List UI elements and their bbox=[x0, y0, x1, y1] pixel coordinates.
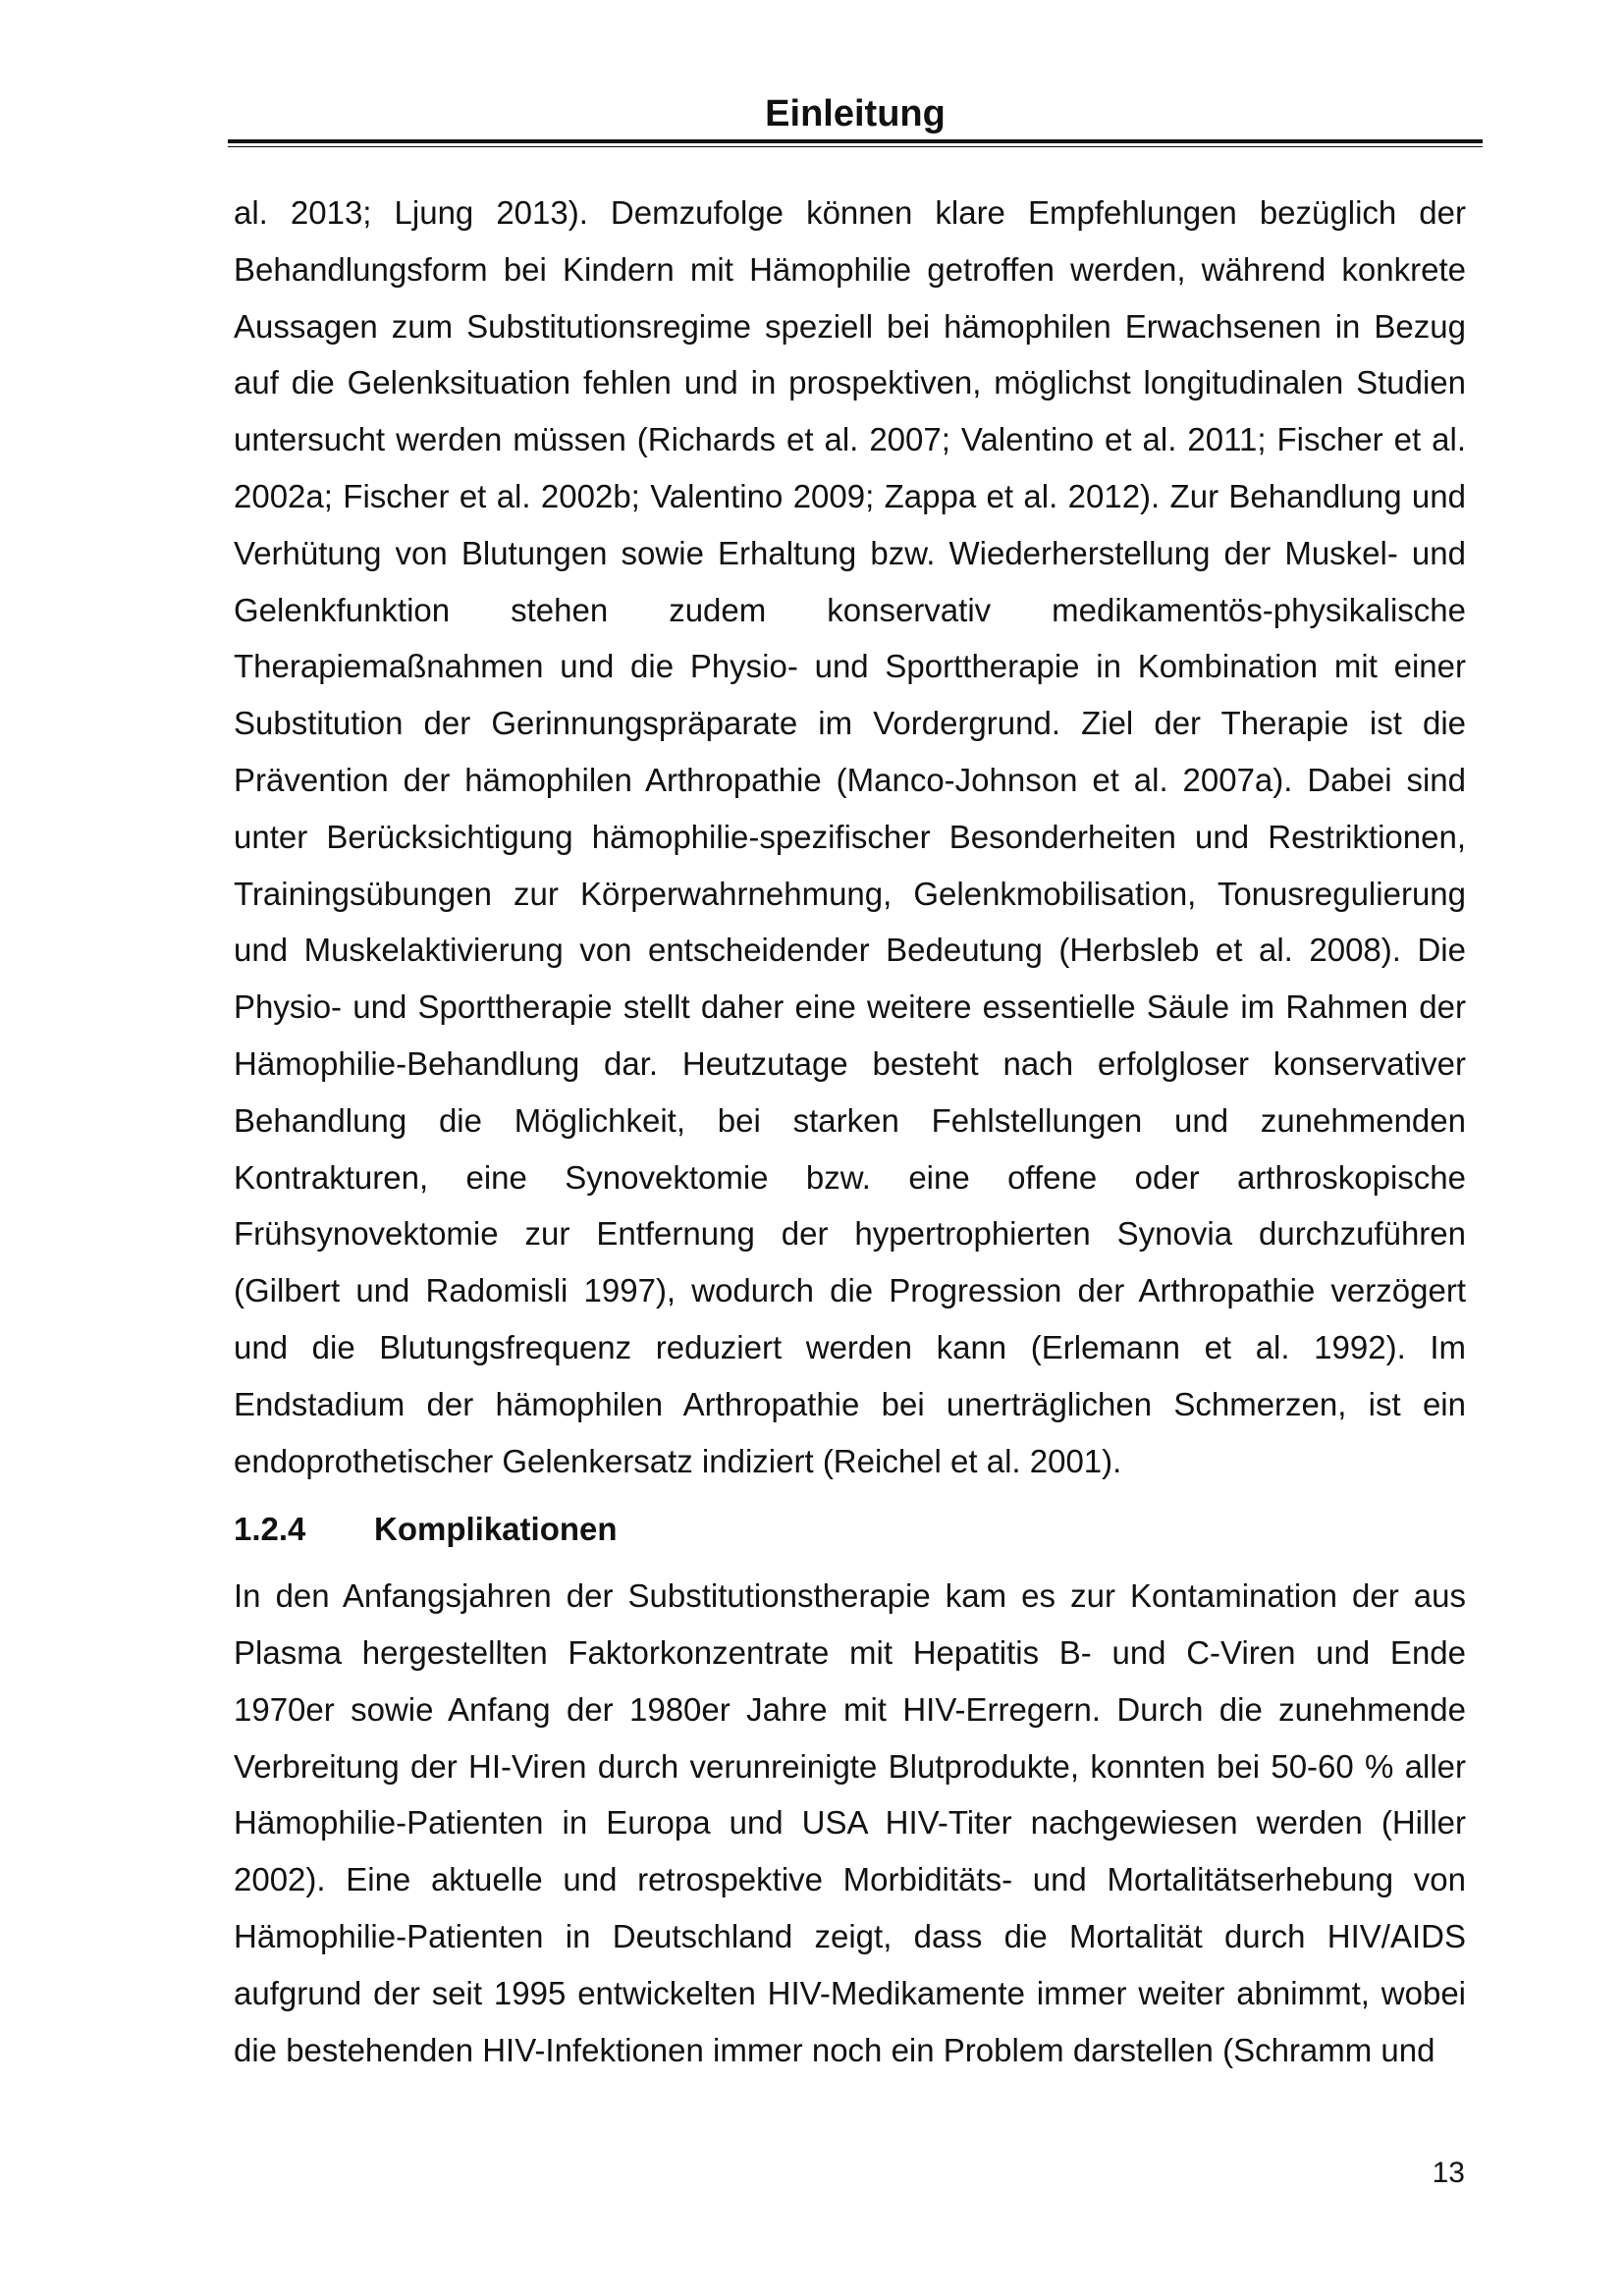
page-header-title: Einleitung bbox=[765, 93, 946, 134]
section-title: Komplikationen bbox=[374, 1511, 618, 1548]
section-heading bbox=[234, 1501, 1466, 1558]
page-number: 13 bbox=[1432, 2157, 1465, 2189]
body-paragraph-1: al. 2013; Ljung 2013). Demzufolge können klare Empfehlungen bezüglich der Behandlungsform bei Kindern mit Hämophilie getroffen werden, während konkrete Aussagen zum Substitutionsregime speziell bei hämophilen Erwachsenen in Bezug auf die Gelenksituation fehlen und in prospektiven, möglichst longitudinalen Studien untersucht werden müssen (Richards et al. 2007; Valentino et al. 2011; Fischer et al. 2002a; Fischer et al. 2002b; Valentino 2009; Zappa et al. 2012). Zur Behandlung und Verhütung von Blutungen sowie Erhaltung bzw. Wiederherstellung der Muskel- und Gelenkfunktion stehen zudem konservativ medikamentös-physikalische Therapiemaßnahmen und die Physio- und Sporttherapie in Kombination mit einer Substitution der Gerinnungspräparate im Vordergrund. Ziel der Therapie ist die Prävention der hämophilen Arthropathie (Manco-Johnson et al. 2007a). Dabei sind unter Berücksichtigung hämophilie-spezifischer Besonderheiten und Restriktionen, Trainingsübungen zur Körperwahrnehmung, Gelenkmobilisation, Tonusregulierung und Muskelaktivierung von entscheidender Bedeutung (Herbsleb et al. 2008). Die Physio- und Sporttherapie stellt daher eine weitere essentielle Säule im Rahmen der Hämophilie-Behandlung dar. Heutzutage besteht nach erfolgloser konservativer Behandlung die Möglichkeit, bei starken Fehlstellungen und zunehmenden Kontrakturen, eine Synovektomie bzw. eine offene oder arthroskopische Frühsynovektomie zur Entfernung der hypertrophierten Synovia durchzuführen (Gilbert und Radomisli 1997), wodurch die Progression der Arthropathie verzögert und die Blutungsfrequenz reduziert werden kann (Erlemann et al. 1992). Im Endstadium der hämophilen Arthropathie bei unerträglichen Schmerzen, ist ein endoprothetischer Gelenkersatz indiziert (Reichel et al. 2001). bbox=[234, 194, 1466, 1479]
header-rule-thick bbox=[228, 139, 1483, 143]
document-body bbox=[234, 185, 1466, 2078]
body-paragraph-2: In den Anfangsjahren der Substitutionstherapie kam es zur Kontamination der aus Plasma hergestellten Faktorkonzentrate mit Hepatitis B- und C-Viren und Ende 1970er sowie Anfang der 1980er Jahre mit HIV-Erregern. Durch die zunehmende Verbreitung der HI-Viren durch verunreinigte Blutprodukte, konnten bei 50-60 % aller Hämophilie-Patienten in Europa und USA HIV-Titer nachgewiesen werden (Hiller 2002). Eine aktuelle und retrospektive Morbiditäts- und Mortalitätserhebung von Hämophilie-Patienten in Deutschland zeigt, dass die Mortalität durch HIV/AIDS aufgrund der seit 1995 entwickelten HIV-Medikamente immer weiter abnimmt, wobei die bestehenden HIV-Infektionen immer noch ein Problem darstellen (Schramm und bbox=[234, 1577, 1466, 2068]
section-number: 1.2.4 bbox=[234, 1511, 306, 1548]
header-rule-thin bbox=[228, 146, 1483, 147]
